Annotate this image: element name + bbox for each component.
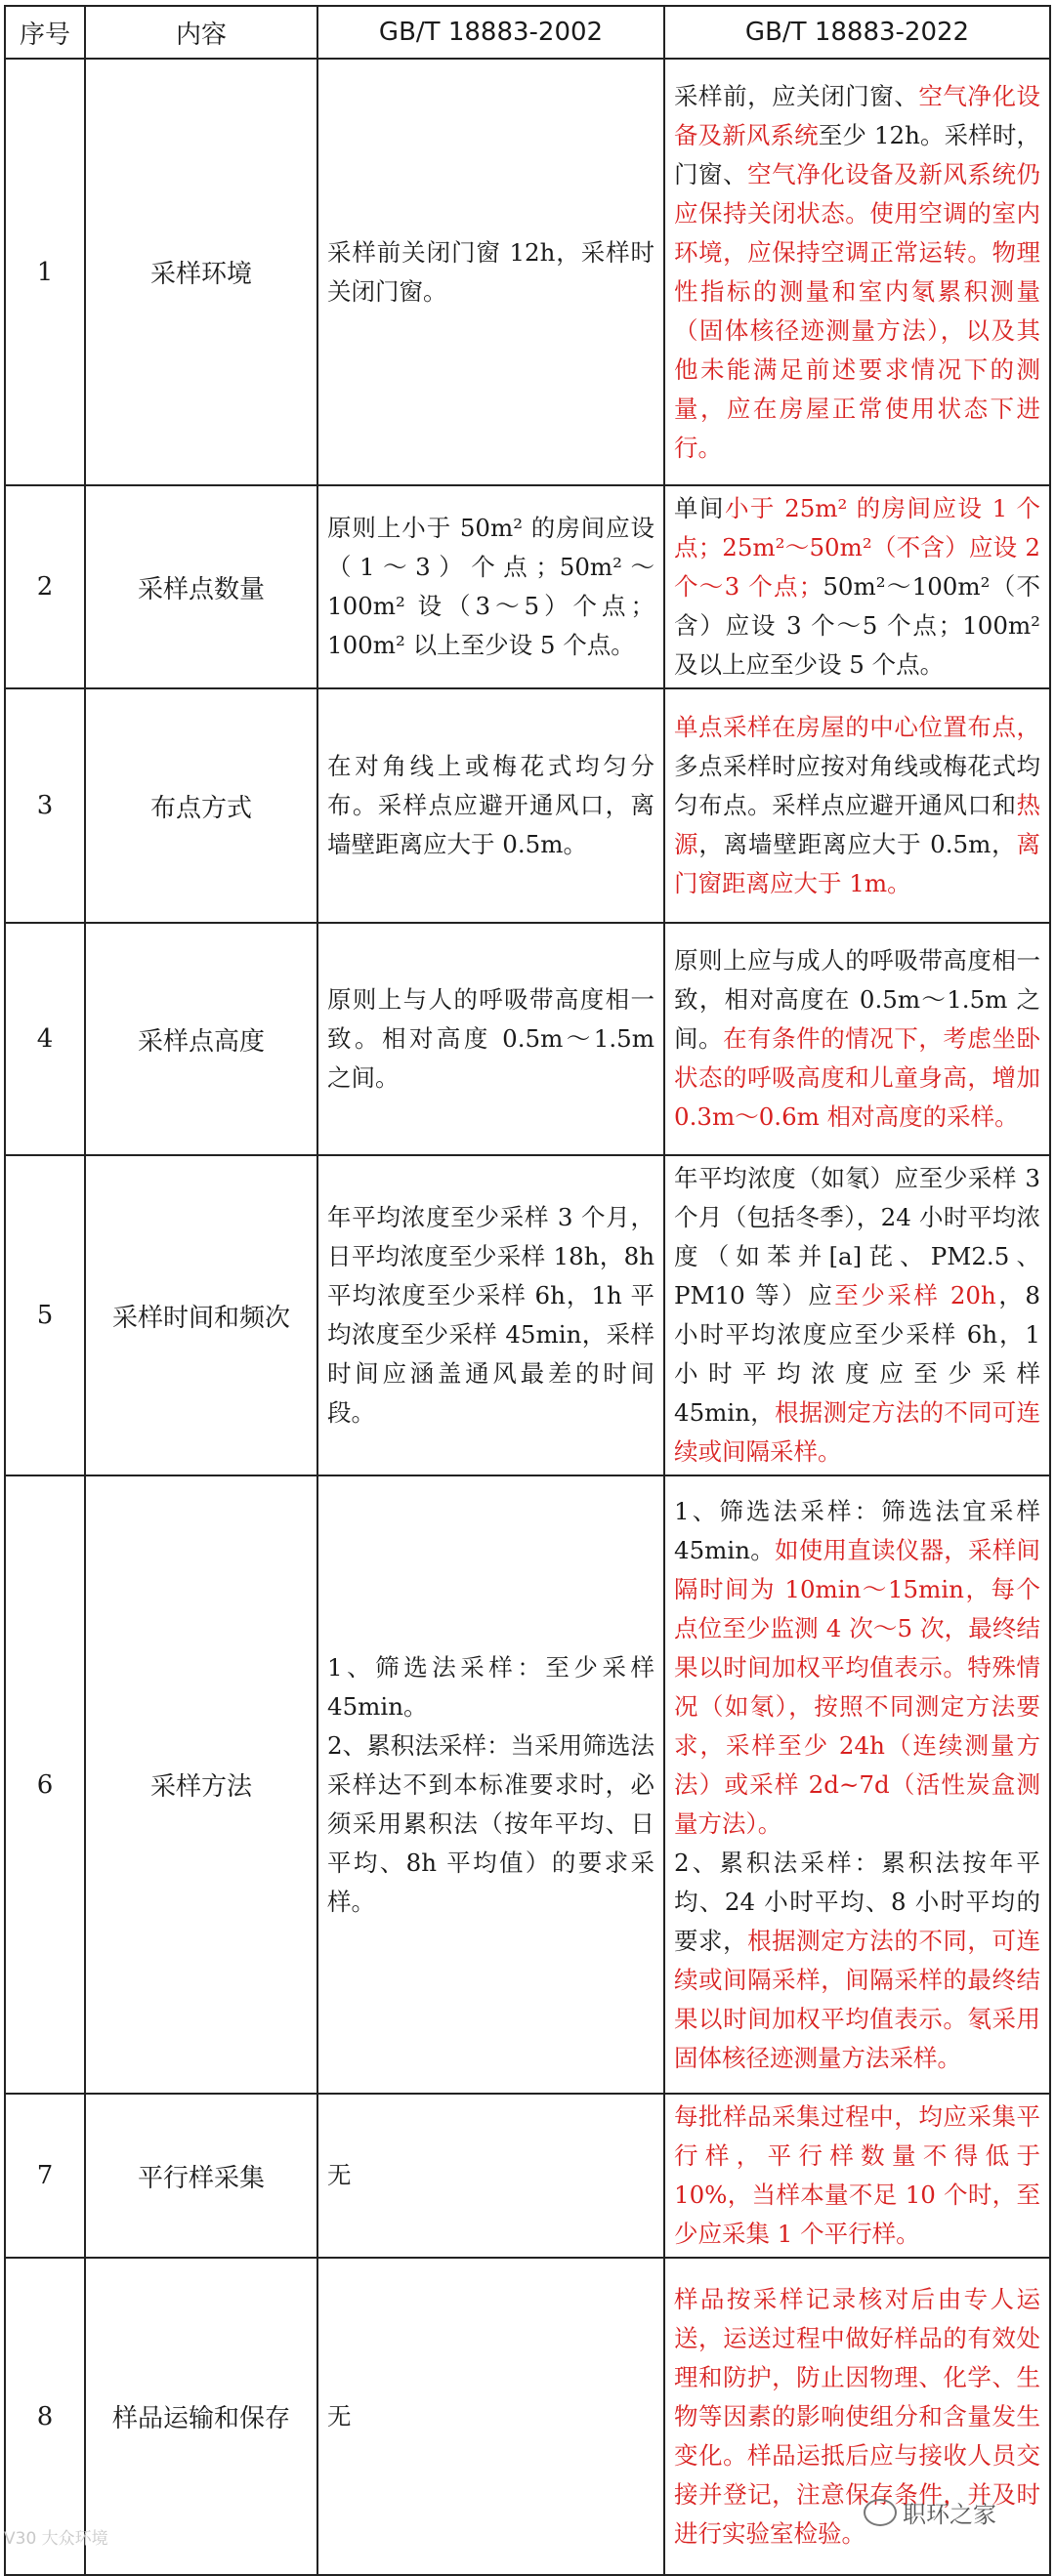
row-old-standard: 无: [317, 2258, 664, 2575]
text-segment: ，离墙壁距离应大于 0.5m，: [698, 830, 1017, 858]
header-new-standard: GB/T 18883-2022: [664, 6, 1050, 59]
table-row: [5, 59, 1050, 485]
changed-text-segment: 离门窗距离应大于 1m。: [674, 830, 1041, 897]
watermark-right: [864, 2495, 996, 2529]
row-new-standard: [664, 1475, 1050, 2094]
text-segment: ，8 小时平均浓度应至少采样 6h，1 小时平均浓度应至少采样 45min，: [674, 1281, 1040, 1427]
header-no: 序号: [5, 6, 85, 59]
changed-text-segment: 空气净化设备及新风系统: [674, 81, 1041, 149]
row-old-standard: 原则上小于 50m² 的房间应设（1～3）个点；50m²～100m² 设（3～5）个点；100m² 以上至少设 5 个点。: [317, 485, 664, 688]
table-row: [5, 688, 1050, 923]
row-new-standard: [664, 688, 1050, 923]
row-old-standard: 无: [317, 2094, 664, 2258]
header-old-standard: GB/T 18883-2002: [317, 6, 664, 59]
row-number: 1: [5, 59, 85, 485]
row-new-standard: [664, 485, 1050, 688]
row-item: 布点方式: [85, 688, 317, 923]
row-item: 平行样采集: [85, 2094, 317, 2258]
row-item: 样品运输和保存: [85, 2258, 317, 2575]
row-item: 采样点高度: [85, 923, 317, 1155]
header-row: [5, 6, 1050, 59]
row-new-standard: [664, 59, 1050, 485]
row-old-standard: 年平均浓度至少采样 3 个月，日平均浓度至少采样 18h，8h 平均浓度至少采样 6h，1h 平均浓度至少采样 45min，采样时间应涵盖通风最差的时间段。: [317, 1155, 664, 1475]
row-item: 采样方法: [85, 1475, 317, 2094]
row-number: 2: [5, 485, 85, 688]
row-old-standard: 在对角线上或梅花式均匀分布。采样点应避开通风口，离墙壁距离应大于 0.5m。: [317, 688, 664, 923]
row-number: 4: [5, 923, 85, 1155]
row-item: 采样时间和频次: [85, 1155, 317, 1475]
row-number: 8: [5, 2258, 85, 2575]
table-row: [5, 1475, 1050, 2094]
row-item: 采样环境: [85, 59, 317, 485]
watermark-left: V30 大众环境: [4, 2529, 108, 2549]
changed-text-segment: 根据测定方法的不同，可连续或间隔采样，间隔采样的最终结果以时间加权平均值表示。氡采用固体核径迹测量方法采样。: [674, 1926, 1041, 2072]
table-body: [5, 59, 1050, 2575]
wechat-icon: [864, 2499, 897, 2526]
changed-text-segment: 样品按采样记录核对后由专人运送，运送过程中做好样品的有效处理和防护，防止因物理、化学、生物等因素的影响使组分和含量发生变化。样品运抵后应与接收人员交接并登记，注意保存条件，并及时进行实验室检验。: [674, 2284, 1040, 2548]
text-segment: 1、筛选法采样：筛选法宜采样 45min。: [674, 1496, 1040, 1564]
comparison-table: [4, 5, 1051, 2576]
row-number: 6: [5, 1475, 85, 2094]
changed-text-segment: 如使用直读仪器，采样间隔时间为 10min～15min，每个点位至少监测 4 次～5 次，最终结果以时间加权平均值表示。特殊情况（如氡），按照不同测定方法要求，采样至少 24h（连续测量方法）或采样 2d~7d（活性炭盒测量方法）。: [674, 1535, 1041, 1838]
changed-text-segment: 至少采样 20h: [834, 1281, 996, 1309]
text-segment: 原则上应与成人的呼吸带高度相一致，相对高度在 0.5m～1.5m 之间。: [674, 946, 1040, 1053]
table-row: [5, 485, 1050, 688]
row-item: 采样点数量: [85, 485, 317, 688]
table-row: [5, 1155, 1050, 1475]
changed-text-segment: 在有条件的情况下，考虑坐卧状态的呼吸高度和儿童身高，增加 0.3m～0.6m 相对高度的采样。: [674, 1024, 1041, 1131]
changed-text-segment: 空气净化设备及新风系统仍应保持关闭状态。使用空调的室内环境，应保持空调正常运转。物理性指标的测量和室内氡累积测量（固体核径迹测量方法），以及其他未能满足前述要求情况下的测量，应在房屋正常使用状态下进行。: [674, 159, 1041, 462]
row-number: 3: [5, 688, 85, 923]
changed-text-segment: 热源: [674, 791, 1040, 858]
row-old-standard: 采样前关闭门窗 12h，采样时关闭门窗。: [317, 59, 664, 485]
text-segment: 单间: [674, 494, 725, 522]
table-row: [5, 923, 1050, 1155]
text-segment: 采样前，应关闭门窗、: [674, 81, 919, 110]
text-segment: 年平均浓度（如氡）应至少采样 3 个月（包括冬季），24 小时平均浓度（如苯并[a]芘、PM2.5、PM10 等）应: [674, 1164, 1040, 1309]
row-new-standard: [664, 1155, 1050, 1475]
row-new-standard: [664, 2094, 1050, 2258]
changed-text-segment: 根据测定方法的不同可连续或间隔采样。: [674, 1398, 1041, 1466]
row-new-standard: [664, 923, 1050, 1155]
changed-text-segment: 每批样品采集过程中，均应采集平行样，平行样数量不得低于 10%，当样本量不足 10 个时，至少应采集 1 个平行样。: [674, 2102, 1040, 2248]
text-segment: 50m²～100m²（不含）应设 3 个～5 个点；100m² 及以上应至少设 5 个点。: [674, 572, 1041, 679]
text-segment: 至少 12h。采样时，门窗、: [674, 120, 1040, 188]
table-row: [5, 2094, 1050, 2258]
header-item: 内容: [85, 6, 317, 59]
row-number: 7: [5, 2094, 85, 2258]
text-segment: 多点采样时应按对角线或梅花式均匀布点。采样点应避开通风口和: [674, 752, 1040, 819]
watermark-right-text: 职环之家: [903, 2501, 996, 2528]
row-number: 5: [5, 1155, 85, 1475]
text-segment: 2、累积法采样：累积法按年平均、24 小时平均、8 小时平均的要求，: [674, 1848, 1040, 1955]
row-old-standard: 原则上与人的呼吸带高度相一致。相对高度 0.5m～1.5m 之间。: [317, 923, 664, 1155]
changed-text-segment: 单点采样在房屋的中心位置布点，: [674, 713, 1040, 741]
row-old-standard: 1、筛选法采样：至少采样 45min。 2、累积法采样：当采用筛选法采样达不到本标准要求时，必须采用累积法（按年平均、日平均、8h 平均值）的要求采样。: [317, 1475, 664, 2094]
changed-text-segment: 小于 25m² 的房间应设 1 个点；25m²～50m²（不含）应设 2 个～3 个点；: [674, 494, 1041, 601]
